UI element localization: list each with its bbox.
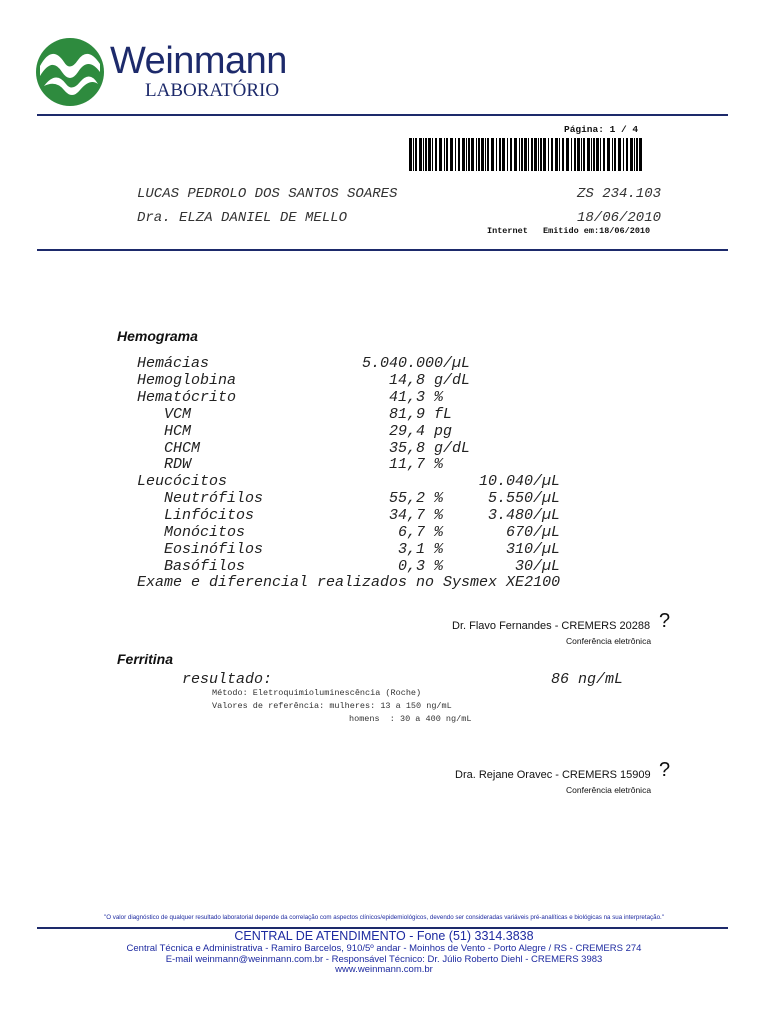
- issued-date: Emitido em:18/06/2010: [543, 226, 651, 236]
- page-number: Página: 1 / 4: [564, 124, 639, 135]
- table-row: Hemoglobina: [137, 372, 237, 389]
- brand-name: Weinmann: [110, 40, 287, 82]
- table-row-abs: 30/µL: [515, 558, 561, 575]
- table-row-value: 3,1 %: [398, 541, 444, 558]
- ferritina-method: Método: Eletroquimioluminescência (Roche): [212, 688, 422, 698]
- patient-name: LUCAS PEDROLO DOS SANTOS SOARES: [137, 186, 398, 202]
- doctor-name: Dra. ELZA DANIEL DE MELLO: [137, 210, 348, 226]
- ferritina-result-label: resultado:: [182, 671, 273, 688]
- table-row: Leucócitos: [137, 473, 228, 490]
- table-row: HCM: [164, 423, 192, 440]
- lab-logo: [34, 36, 304, 108]
- table-row-value: 34,7 %: [389, 507, 444, 524]
- ferritina-signer: Dra. Rejane Oravec - CREMERS 15909: [455, 769, 651, 781]
- hemograma-title: Hemograma: [117, 328, 198, 344]
- table-row-value: 0,3 %: [398, 558, 444, 575]
- signature-mark: ?: [659, 759, 671, 781]
- footer-address: Central Técnica e Administrativa - Ramiro Barcelos, 910/5º andar - Moinhos de Vento - Porto Alegre / RS - CREMERS 274: [126, 943, 642, 954]
- central-atendimento: CENTRAL DE ATENDIMENTO - Fone (51) 3314.3838: [234, 929, 534, 943]
- table-row: Linfócitos: [164, 507, 255, 524]
- header-top-rule: [37, 114, 728, 116]
- weinmann-logo-icon: [34, 36, 106, 108]
- ferritina-signer-note: Conferência eletrônica: [566, 785, 652, 795]
- table-row-abs: 310/µL: [506, 541, 561, 558]
- table-row-value: 29,4 pg: [389, 423, 453, 440]
- table-row-abs: 5.550/µL: [488, 490, 561, 507]
- disclaimer: "O valor diagnóstico de qualquer resultado laboratorial depende da correlação com aspectos clínicos/epidemiológicos, devendo ser consideradas variáveis pré-analíticas e biológicas na sua interpretação.": [104, 914, 664, 921]
- table-row-value: 35,8 g/dL: [389, 440, 471, 457]
- table-row-abs: 670/µL: [506, 524, 561, 541]
- patient-code: ZS 234.103: [577, 186, 662, 202]
- table-row: CHCM: [164, 440, 201, 457]
- table-row-value: 5.040.000/µL: [362, 355, 471, 372]
- table-row-value: 14,8 g/dL: [389, 372, 471, 389]
- table-row-abs: 10.040/µL: [479, 473, 561, 490]
- table-row: Neutrófilos: [164, 490, 264, 507]
- table-row: Eosinófilos: [164, 541, 264, 558]
- table-row: Basófilos: [164, 558, 246, 575]
- table-row-value: 6,7 %: [398, 524, 444, 541]
- footer-website: www.weinmann.com.br: [335, 964, 433, 975]
- table-row: VCM: [164, 406, 192, 423]
- table-row: Hematócrito: [137, 389, 237, 406]
- table-row: RDW: [164, 456, 192, 473]
- signature-mark: ?: [659, 610, 671, 632]
- hemograma-signer: Dr. Flavo Fernandes - CREMERS 20288: [452, 620, 651, 632]
- analyzer-note: Exame e diferencial realizados no Sysmex XE2100: [137, 574, 561, 591]
- channel-label: Internet: [487, 226, 528, 236]
- header-bottom-rule: [37, 249, 728, 251]
- table-row-value: 55,2 %: [389, 490, 444, 507]
- ferritina-ref-men: homens : 30 a 400 ng/mL: [349, 714, 472, 724]
- hemograma-signer-note: Conferência eletrônica: [566, 636, 652, 646]
- barcode-icon: [409, 138, 643, 171]
- ferritina-title: Ferritina: [117, 651, 174, 667]
- ferritina-ref-women: Valores de referência: mulheres: 13 a 150 ng/mL: [212, 701, 452, 711]
- table-row: Monócitos: [164, 524, 246, 541]
- table-row-value: 81,9 fL: [389, 406, 453, 423]
- table-row-value: 41,3 %: [389, 389, 444, 406]
- brand-sub: LABORATÓRIO: [145, 80, 280, 101]
- footer-email: E-mail weinmann@weinmann.com.br - Responsável Técnico: Dr. Júlio Roberto Diehl - CREMERS 3983: [165, 954, 603, 965]
- table-row-value: 11,7 %: [389, 456, 444, 473]
- table-row-abs: 3.480/µL: [488, 507, 561, 524]
- exam-date: 18/06/2010: [577, 210, 662, 226]
- table-row: Hemácias: [137, 355, 210, 372]
- ferritina-result-value: 86 ng/mL: [551, 671, 624, 688]
